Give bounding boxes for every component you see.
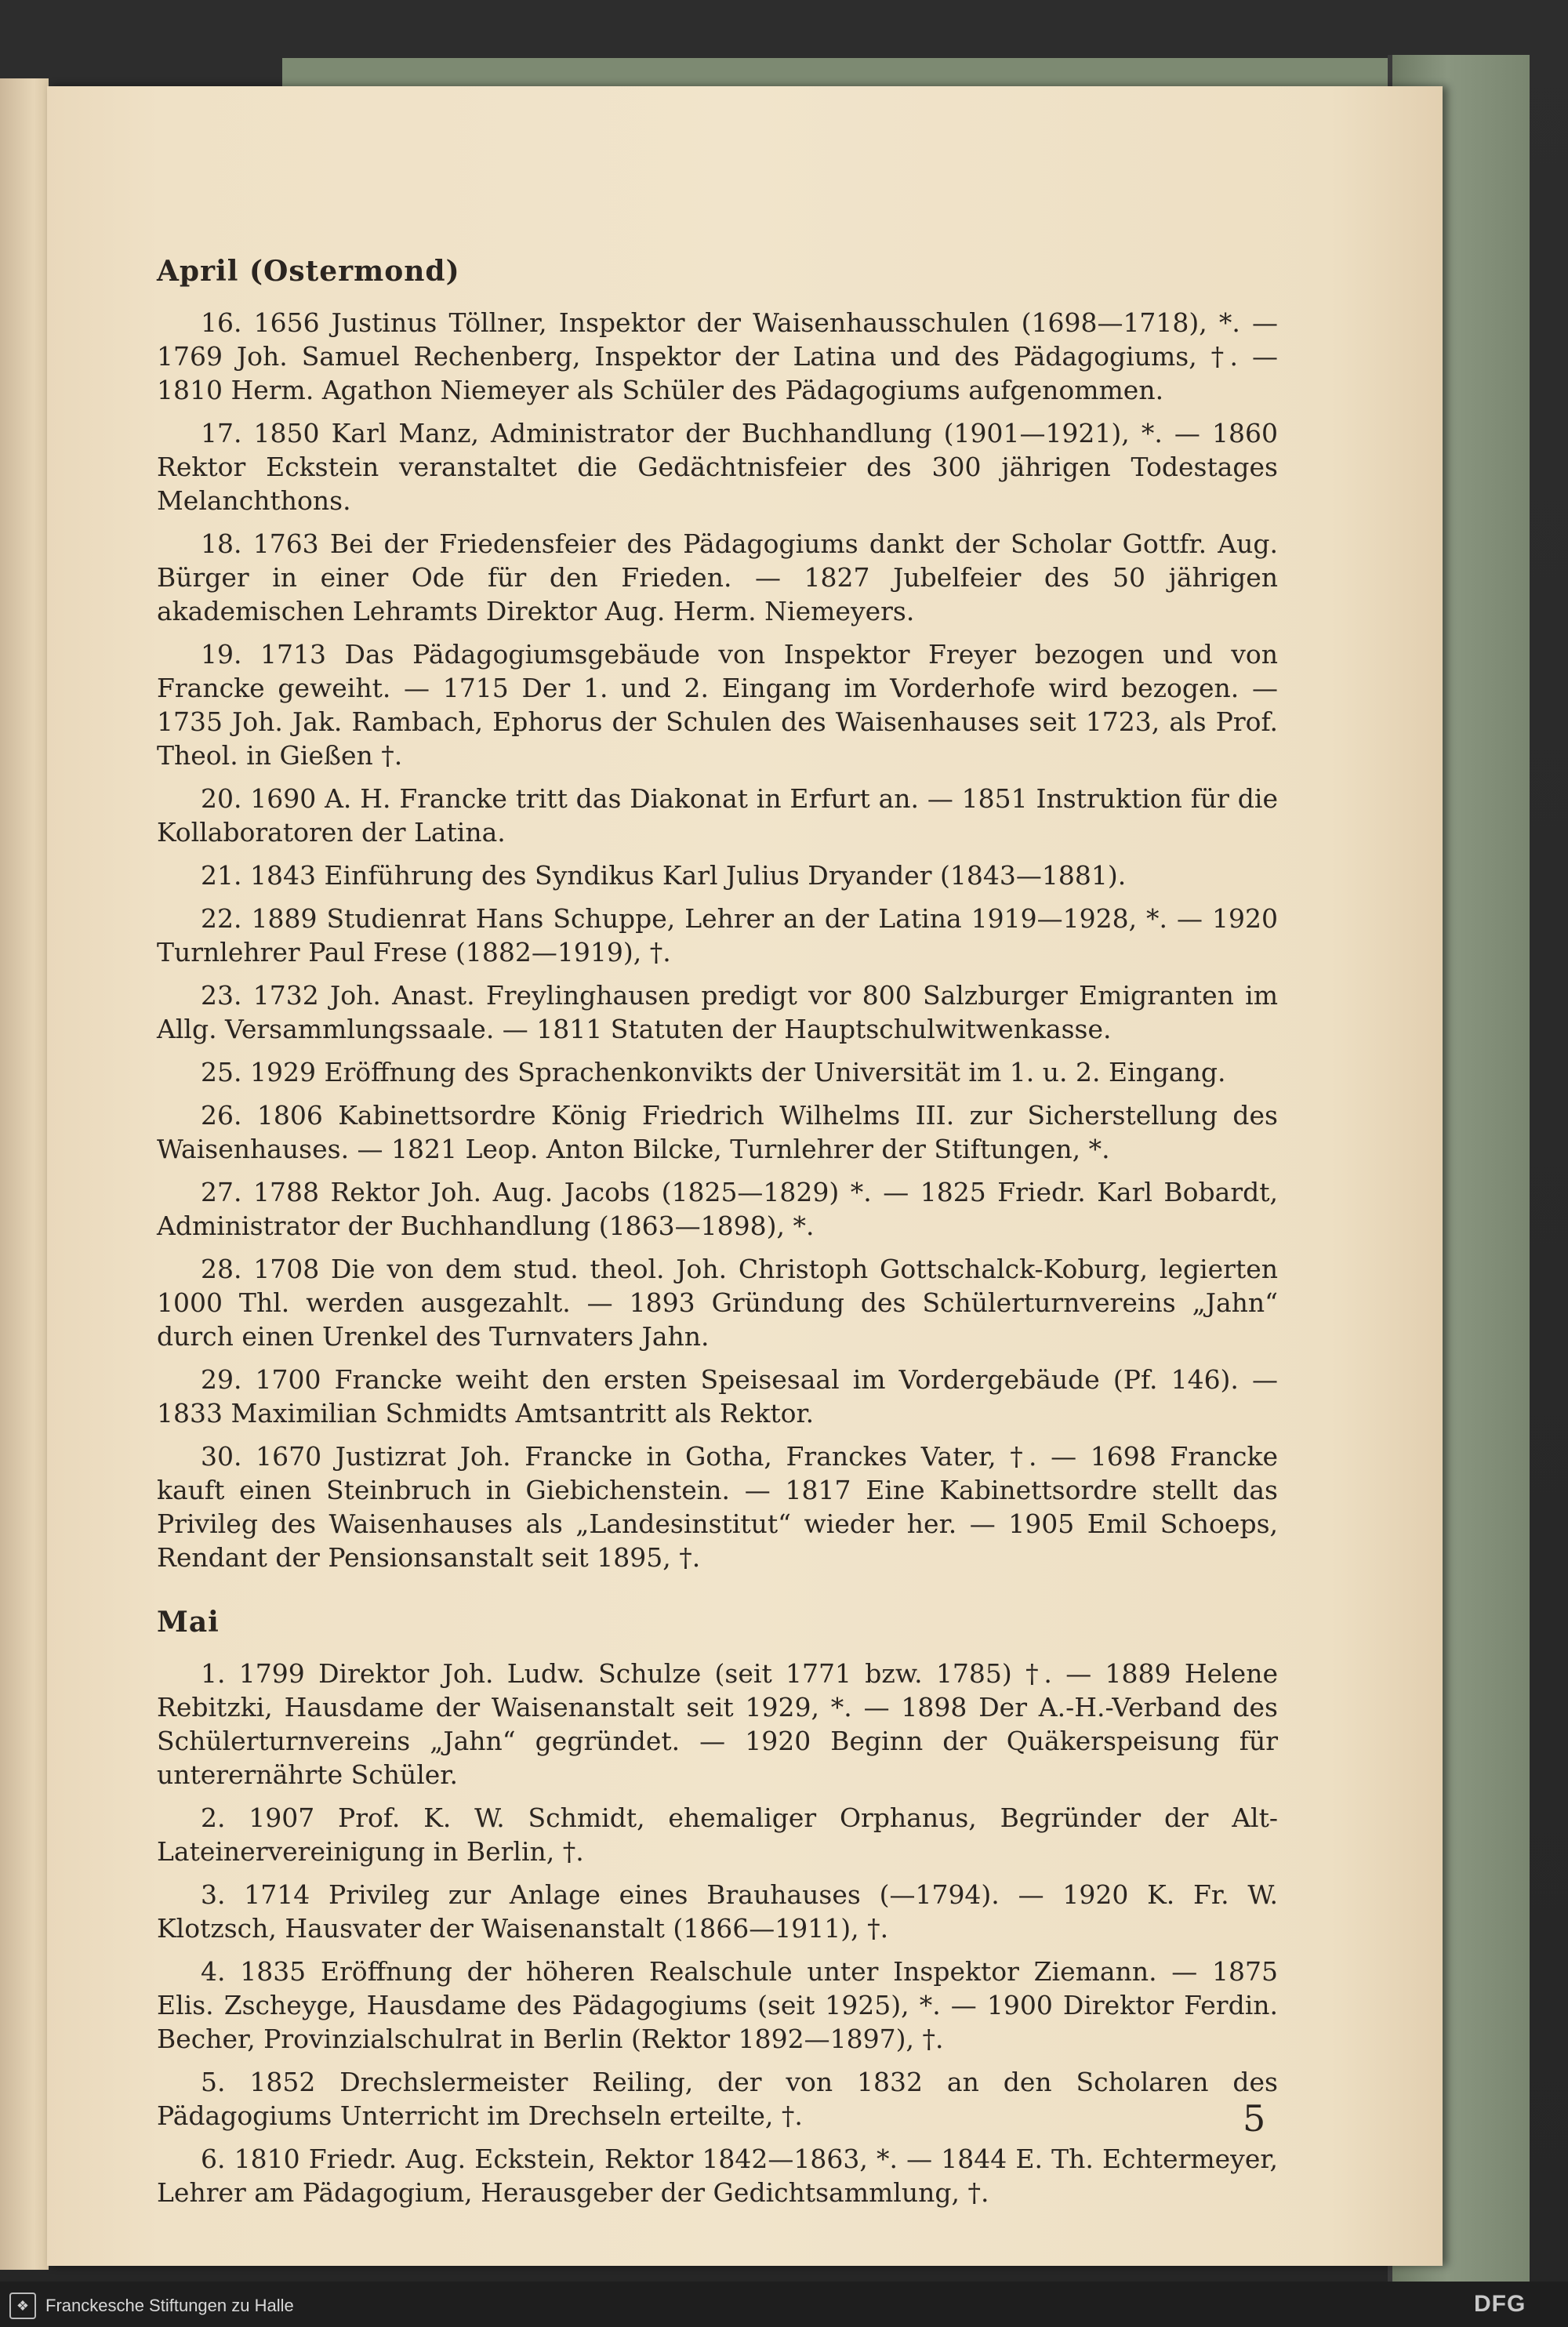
entry-april-22: 22. 1889 Studienrat Hans Schuppe, Lehrer an der Latina 1919—1928, *. — 1920 Turnlehrer Paul Frese (1882—1919), †. bbox=[157, 903, 1278, 967]
book-page bbox=[47, 86, 1443, 2266]
entry-april-29: 29. 1700 Francke weiht den ersten Speisesaal im Vordergebäude (Pf. 146). — 1833 Maximilian Schmidts Amtsantritt als Rektor. bbox=[157, 1364, 1278, 1429]
section-april bbox=[157, 255, 1278, 1574]
section-heading: April (Ostermond) bbox=[157, 255, 460, 288]
entry-mai-5: 5. 1852 Drechslermeister Reiling, der von 1832 an den Scholaren des Pädagogiums Unterricht im Drechseln erteilte, †. bbox=[157, 2067, 1278, 2131]
entry-april-27: 27. 1788 Rektor Joh. Aug. Jacobs (1825—1829) *. — 1825 Friedr. Karl Bobardt, Administrator der Buchhandlung (1863—1898), *. bbox=[157, 1177, 1278, 1241]
section-heading: Mai bbox=[157, 1606, 220, 1639]
entry-april-18: 18. 1763 Bei der Friedensfeier des Pädagogiums dankt der Scholar Gottfr. Aug. Bürger in einer Ode für den Frieden. — 1827 Jubelfeier des 50 jährigen akademischen Lehramts Direktor Aug. Herm. Niemeyers. bbox=[157, 528, 1278, 626]
page-content bbox=[157, 255, 1278, 2219]
entry-mai-2: 2. 1907 Prof. K. W. Schmidt, ehemaliger Orphanus, Begründer der Alt-Lateinervereinigung in Berlin, †. bbox=[157, 1802, 1278, 1867]
entry-april-20: 20. 1690 A. H. Francke tritt das Diakonat in Erfurt an. — 1851 Instruktion für die Kollaboratoren der Latina. bbox=[157, 783, 1278, 848]
entry-april-17: 17. 1850 Karl Manz, Administrator der Buchhandlung (1901—1921), *. — 1860 Rektor Eckstein veranstaltet die Gedächtnisfeier des 300 jährigen Todestages Melanchthons. bbox=[157, 418, 1278, 516]
section-mai bbox=[157, 1606, 1278, 2209]
entry-april-28: 28. 1708 Die von dem stud. theol. Joh. Christoph Gottschalck-Koburg, legierten 1000 Thl. werden ausgezahlt. — 1893 Gründung des Schülerturnvereins „Jahn“ durch einen Urenkel des Turnvaters Jahn. bbox=[157, 1254, 1278, 1352]
franckesche-stiftungen-logo-icon: ❖ bbox=[9, 2293, 36, 2319]
entry-april-30: 30. 1670 Justizrat Joh. Francke in Gotha, Franckes Vater, †. — 1698 Francke kauft einen Steinbruch in Giebichenstein. — 1817 Eine Kabinettsordre stellt das Privileg des Waisenhauses als „Landesinstitut“ wieder her. — 1905 Emil Schoeps, Rendant der Pensionsanstalt seit 1895, †. bbox=[157, 1441, 1278, 1573]
entry-april-16: 16. 1656 Justinus Töllner, Inspektor der Waisenhausschulen (1698—1718), *. — 1769 Joh. Samuel Rechenberg, Inspektor der Latina und des Pädagogiums, †. — 1810 Herm. Agathon Niemeyer als Schüler des Pädagogiums aufgenommen. bbox=[157, 307, 1278, 405]
entry-april-23: 23. 1732 Joh. Anast. Freylinghausen predigt vor 800 Salzburger Emigranten im Allg. Versammlungssaale. — 1811 Statuten der Hauptschulwitwenkasse. bbox=[157, 980, 1278, 1044]
entry-april-26: 26. 1806 Kabinettsordre König Friedrich Wilhelms III. zur Sicherstellung des Waisenhauses. — 1821 Leop. Anton Bilcke, Turnlehrer der Stiftungen, *. bbox=[157, 1100, 1278, 1164]
entry-mai-3: 3. 1714 Privileg zur Anlage eines Brauhauses (—1794). — 1920 K. Fr. W. Klotzsch, Hausvater der Waisenanstalt (1866—1911), †. bbox=[157, 1879, 1278, 1944]
book-cover-top-edge bbox=[282, 58, 1458, 89]
entry-april-25: 25. 1929 Eröffnung des Sprachenkonvikts der Universität im 1. u. 2. Eingang. bbox=[201, 1057, 1226, 1087]
entry-mai-1: 1. 1799 Direktor Joh. Ludw. Schulze (seit 1771 bzw. 1785) †. — 1889 Helene Rebitzki, Hausdame der Waisenanstalt seit 1929, *. — 1898 Der A.-H.-Verband des Schülerturnvereins „Jahn“ gegründet. — 1920 Beginn der Quäkerspeisung für unterernährte Schüler. bbox=[157, 1658, 1278, 1790]
entry-april-19: 19. 1713 Das Pädagogiumsgebäude von Inspektor Freyer bezogen und von Francke geweiht. — 1715 Der 1. und 2. Eingang im Vorderhofe wird bezogen. — 1735 Joh. Jak. Rambach, Ephorus der Schulen des Waisenhauses seit 1723, als Prof. Theol. in Gießen †. bbox=[157, 639, 1278, 771]
entry-mai-6: 6. 1810 Friedr. Aug. Eckstein, Rektor 1842—1863, *. — 1844 E. Th. Echtermeyer, Lehrer am Pädagogium, Herausgeber der Gedichtsammlung, †. bbox=[157, 2144, 1278, 2208]
page-number: 5 bbox=[1243, 2097, 1266, 2140]
footer-credit: Franckesche Stiftungen zu Halle bbox=[45, 2296, 294, 2315]
dfg-logo: DFG bbox=[1474, 2291, 1526, 2317]
entry-mai-4: 4. 1835 Eröffnung der höheren Realschule unter Inspektor Ziemann. — 1875 Elis. Zscheyge, Hausdame des Pädagogiums (seit 1925), *. — 1900 Direktor Ferdin. Becher, Provinzialschulrat in Berlin (Rektor 1892—1897), †. bbox=[157, 1956, 1278, 2054]
facing-page-edge bbox=[0, 78, 49, 2270]
entry-april-21: 21. 1843 Einführung des Syndikus Karl Julius Dryander (1843—1881). bbox=[201, 860, 1127, 891]
